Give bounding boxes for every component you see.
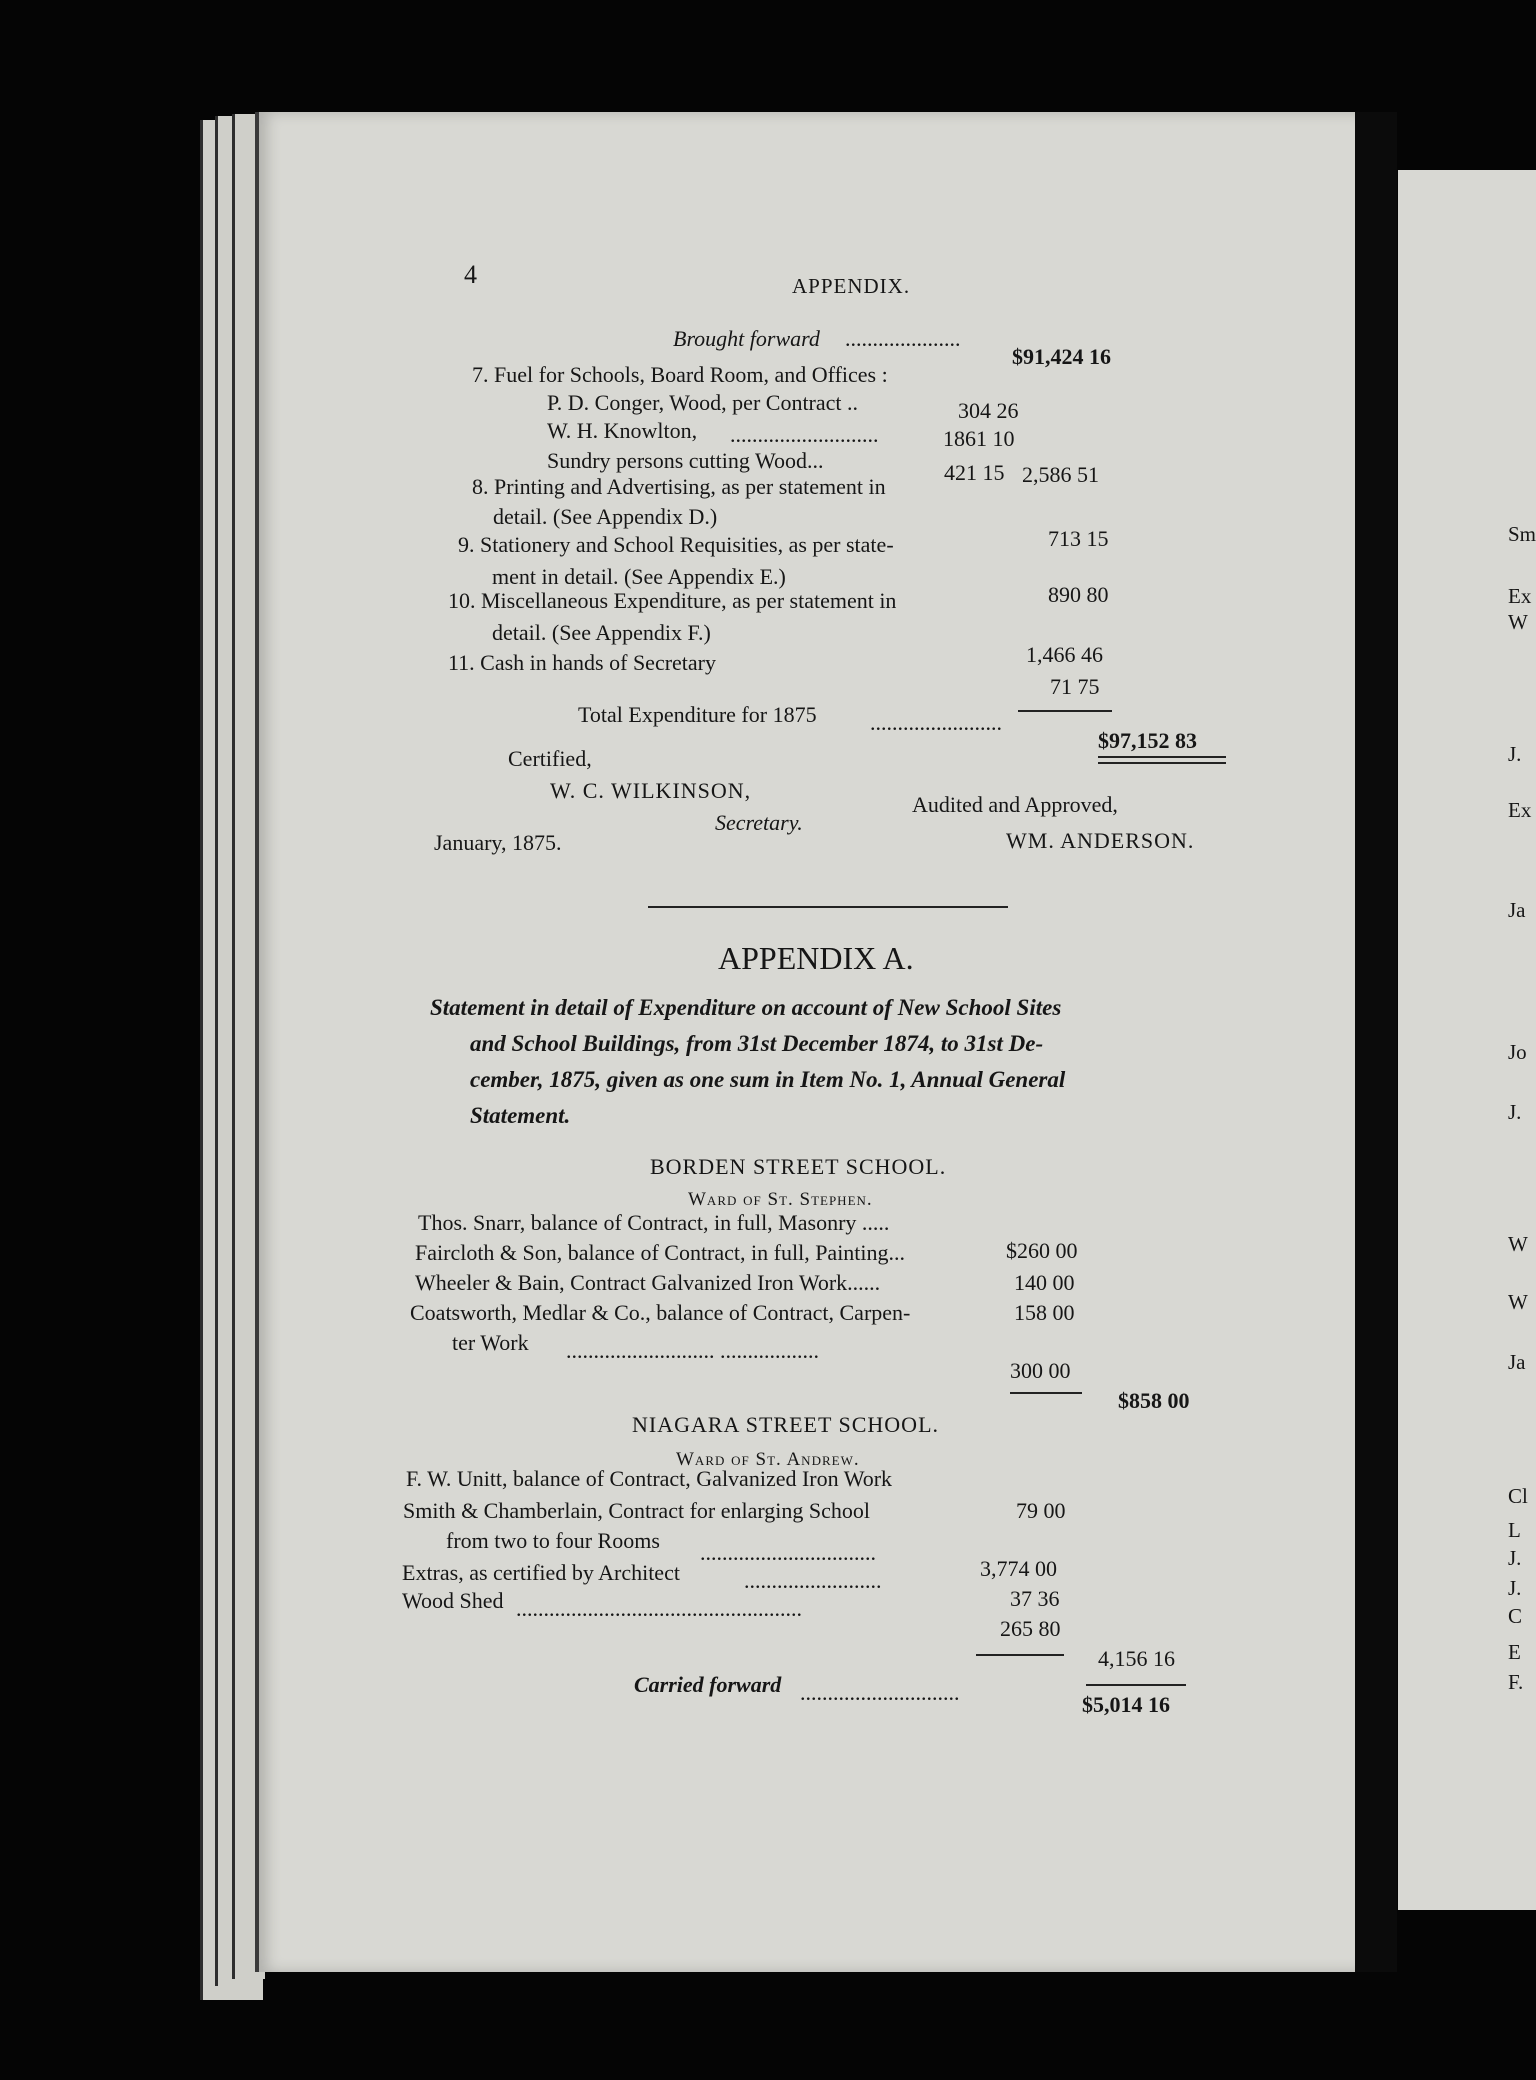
dot-leader: ........................ [870, 710, 1002, 735]
item-7-amount-sundry: 421 15 [944, 460, 1005, 485]
dot-leader: ......................... [744, 1568, 882, 1593]
item-8-line-2: detail. (See Appendix D.) [493, 504, 718, 529]
carried-forward-amount: $5,014 16 [1082, 1692, 1170, 1717]
facing-fragment: W [1508, 1232, 1528, 1256]
item-11-label: 11. Cash in hands of Secretary [448, 650, 717, 675]
niagara-total: 4,156 16 [1098, 1646, 1175, 1671]
item-10-line-1: 10. Miscellaneous Expenditure, as per statement in [448, 588, 897, 613]
niagara-sum-rule [976, 1654, 1064, 1656]
borden-ward: Ward of St. Stephen. [688, 1189, 873, 1210]
item-10-line-2: detail. (See Appendix F.) [492, 620, 711, 645]
borden-amount-coatsworth: 300 00 [1010, 1358, 1071, 1383]
facing-fragment: Sm [1508, 522, 1536, 546]
certified-label: Certified, [508, 746, 592, 771]
niagara-amount-unitt: 79 00 [1016, 1498, 1066, 1523]
facing-fragment: C [1508, 1604, 1523, 1628]
niagara-line-unitt: F. W. Unitt, balance of Contract, Galvanized Iron Work [406, 1466, 893, 1491]
audited-label: Audited and Approved, [912, 792, 1118, 817]
dot-leader: .................................................... [516, 1596, 802, 1621]
carried-forward-label: Carried forward [634, 1672, 782, 1697]
borden-line-faircloth: Faircloth & Son, balance of Contract, in full, Painting... [415, 1240, 906, 1265]
niagara-line-woodshed: Wood Shed [402, 1588, 504, 1613]
borden-amount-snarr: $260 00 [1006, 1238, 1078, 1263]
statement-line-1: Statement in detail of Expenditure on account of New School Sites [430, 995, 1062, 1020]
section-divider [648, 906, 1008, 908]
item-7-line-conger: P. D. Conger, Wood, per Contract .. [547, 390, 859, 415]
borden-amount-wheeler: 158 00 [1014, 1300, 1075, 1325]
facing-fragment: L [1508, 1518, 1521, 1542]
borden-line-snarr: Thos. Snarr, balance of Contract, in full, Masonry ..... [418, 1210, 890, 1235]
dot-leader: ............................. [800, 1680, 960, 1705]
borden-line-coatsworth-cont: ter Work [452, 1330, 529, 1355]
facing-fragment: J. [1508, 742, 1522, 766]
borden-line-wheeler: Wheeler & Bain, Contract Galvanized Iron Work...... [415, 1270, 881, 1295]
facing-fragment: J. [1508, 1546, 1522, 1570]
book-gutter [1355, 112, 1397, 1972]
total-amount: $97,152 83 [1098, 728, 1197, 753]
brought-forward-amount: $91,424 16 [1012, 344, 1111, 369]
niagara-line-extras: Extras, as certified by Architect [402, 1560, 680, 1585]
borden-amount-faircloth: 140 00 [1014, 1270, 1075, 1295]
dot-leader: ........................... [730, 422, 879, 447]
facing-fragment: Cl [1508, 1484, 1528, 1508]
niagara-line-smith-cont: from two to four Rooms [446, 1528, 660, 1553]
total-label: Total Expenditure for 1875 [578, 702, 817, 727]
statement-line-4: Statement. [470, 1103, 571, 1128]
facing-fragment: F. [1508, 1670, 1524, 1694]
facing-fragment: Ex [1508, 798, 1532, 822]
item-8-line-1: 8. Printing and Advertising, as per statement in [472, 474, 886, 499]
running-title: APPENDIX. [792, 274, 911, 298]
brought-forward-label: Brought forward [673, 326, 820, 351]
facing-fragment: Ex [1508, 584, 1532, 608]
double-rule-top [1098, 756, 1226, 758]
borden-sum-rule [1010, 1392, 1082, 1394]
facing-fragment: W [1508, 610, 1528, 634]
facing-fragment: W [1508, 1290, 1528, 1314]
item-9-amount: 890 80 [1048, 582, 1109, 607]
page-number: 4 [464, 260, 477, 289]
sum-rule [1018, 710, 1112, 712]
niagara-amount-woodshed: 265 80 [1000, 1616, 1061, 1641]
item-9-line-2: ment in detail. (See Appendix E.) [492, 564, 786, 589]
item-7-title: 7. Fuel for Schools, Board Room, and Offices : [472, 362, 888, 387]
item-8-amount: 713 15 [1048, 526, 1109, 551]
appendix-title: APPENDIX A. [718, 940, 914, 976]
dot-leader: ........................... .................. [566, 1338, 819, 1363]
facing-fragment: Ja [1508, 898, 1526, 922]
niagara-amount-smith: 3,774 00 [980, 1556, 1057, 1581]
borden-total: $858 00 [1118, 1388, 1190, 1413]
auditor-name: WM. ANDERSON. [1006, 828, 1195, 853]
item-7-line-sundry: Sundry persons cutting Wood... [547, 448, 824, 473]
secretary-title: Secretary. [715, 810, 803, 835]
facing-fragment: Jo [1508, 1040, 1527, 1064]
item-7-total: 2,586 51 [1022, 462, 1099, 487]
item-10-amount: 1,466 46 [1026, 642, 1103, 667]
facing-fragment: Ja [1508, 1350, 1526, 1374]
item-7-amount-conger: 304 26 [958, 398, 1019, 423]
facing-fragment: J. [1508, 1100, 1522, 1124]
final-sum-rule [1086, 1684, 1186, 1686]
niagara-amount-extras: 37 36 [1010, 1586, 1060, 1611]
secretary-name: W. C. WILKINSON, [550, 778, 752, 803]
statement-line-2: and School Buildings, from 31st December 1874, to 31st De- [470, 1031, 1044, 1056]
facing-fragment: E [1508, 1640, 1521, 1664]
niagara-ward: Ward of St. Andrew. [676, 1449, 860, 1470]
item-11-amount: 71 75 [1050, 674, 1100, 699]
item-9-line-1: 9. Stationery and School Requisities, as per state- [458, 532, 894, 557]
signature-date: January, 1875. [434, 830, 562, 855]
dot-leader: ..................... [845, 326, 961, 351]
item-7-amount-knowlton: 1861 10 [943, 426, 1015, 451]
niagara-title: NIAGARA STREET SCHOOL. [632, 1412, 940, 1437]
borden-title: BORDEN STREET SCHOOL. [650, 1154, 947, 1179]
facing-fragment: J. [1508, 1576, 1522, 1600]
niagara-line-smith: Smith & Chamberlain, Contract for enlarging School [403, 1498, 871, 1523]
borden-line-coatsworth: Coatsworth, Medlar & Co., balance of Contract, Carpen- [410, 1300, 911, 1325]
item-7-line-knowlton: W. H. Knowlton, [547, 418, 698, 443]
dot-leader: ................................ [700, 1540, 876, 1565]
double-rule-bottom [1098, 762, 1226, 764]
statement-line-3: cember, 1875, given as one sum in Item No. 1, Annual General [470, 1067, 1066, 1092]
